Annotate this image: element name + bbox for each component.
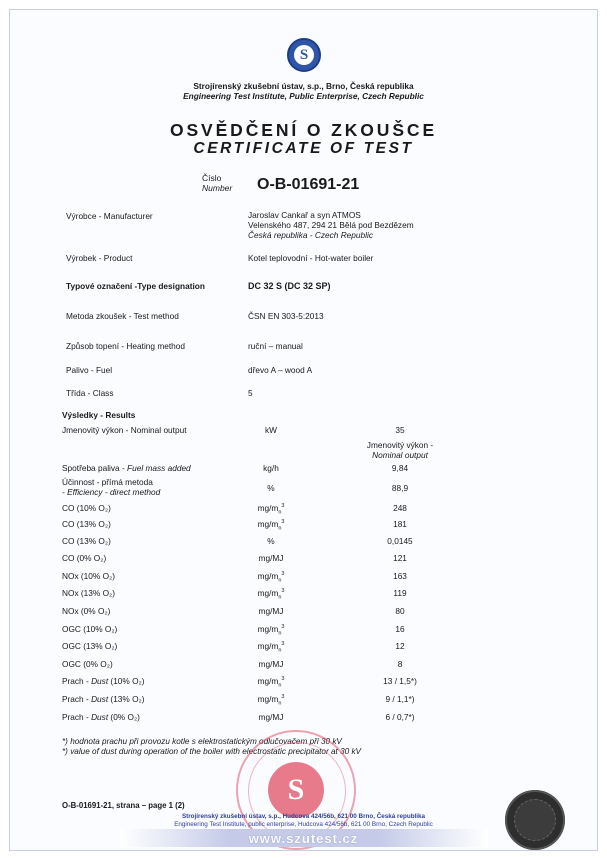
institute-stamp: S bbox=[236, 730, 356, 850]
result-row-label: CO (13% O₂) bbox=[62, 536, 111, 546]
result-row-unit: $mg/m_n^3$ bbox=[257, 519, 285, 532]
result-row-unit: mg/MJ bbox=[258, 606, 284, 616]
result-row-unit: $mg/m_n^3$ bbox=[257, 694, 285, 707]
footnote-cz: *) hodnota prachu při provozu kotle s elektrostatickým odlučovačem při 30 kV bbox=[62, 737, 342, 746]
title-en: CERTIFICATE OF TEST bbox=[193, 140, 414, 157]
result-row-value: 12 bbox=[395, 641, 405, 651]
result-row-label: NOx (0% O₂) bbox=[62, 606, 111, 616]
institute-name-cz: Strojírenský zkušební ústav, s.p., Brno, Česká republika bbox=[193, 81, 414, 91]
result-row-label: NOx (13% O₂) bbox=[62, 588, 116, 598]
product-value: Kotel teplovodní - Hot-water boiler bbox=[248, 253, 374, 263]
result-row-label: CO (13% O₂) bbox=[62, 519, 111, 529]
fuel-value: dřevo A – wood A bbox=[248, 365, 313, 375]
result-row-label: CO (10% O₂) bbox=[62, 503, 111, 513]
efficiency-label-line-2: - Efficiency - direct method bbox=[62, 486, 161, 497]
nominal-output-label: Jmenovitý výkon - Nominal output bbox=[62, 425, 187, 435]
result-row-value: 8 bbox=[397, 659, 403, 669]
number-label-en: Number bbox=[202, 182, 233, 193]
results-heading: Výsledky - Results bbox=[62, 410, 136, 420]
nominal-output-value: 35 bbox=[395, 425, 405, 435]
result-row-unit: $mg/m_n^3$ bbox=[257, 676, 285, 689]
result-row-value: 0,0145 bbox=[387, 536, 413, 546]
result-row-value: 16 bbox=[395, 624, 405, 634]
footer-address-en: Engineering Test Institute, public enterprise, Hudcova 424/56b, 621 00 Brno, Czech Republic bbox=[174, 821, 433, 828]
result-row-label: OGC (10% O₂) bbox=[62, 624, 118, 634]
method-label: Metoda zkoušek - Test method bbox=[66, 311, 179, 321]
result-row-value: 13 / 1,5*) bbox=[383, 676, 417, 686]
certificate-number: O-B-01691-21 bbox=[257, 176, 360, 193]
result-row-unit: $mg/m_n^3$ bbox=[257, 571, 285, 584]
page-number: O-B-01691-21, strana – page 1 (2) bbox=[62, 801, 185, 810]
number-label bbox=[202, 174, 232, 193]
type-label: Typové označení -Type designation bbox=[66, 281, 205, 291]
result-row-value: 248 bbox=[393, 503, 407, 513]
result-row-unit: $mg/m_n^3$ bbox=[257, 503, 285, 516]
result-row-unit: % bbox=[267, 536, 275, 546]
column-header bbox=[350, 440, 450, 460]
result-row-unit: $mg/m_n^3$ bbox=[257, 641, 285, 654]
heating-label: Způsob topení - Heating method bbox=[66, 341, 185, 351]
result-row-unit: mg/MJ bbox=[258, 659, 284, 669]
class-value: 5 bbox=[248, 388, 253, 398]
result-row-value: 121 bbox=[393, 553, 407, 563]
result-row-value: 119 bbox=[393, 588, 407, 598]
szu-logo-icon: S bbox=[287, 38, 321, 72]
footer-address-cz: Strojírenský zkušební ústav, s.p., Hudcova 424/56b, 621 00 Brno, Česká republika bbox=[181, 813, 426, 820]
manufacturer-value bbox=[248, 210, 414, 241]
manufacturer-line-3: Česká republika - Czech Republic bbox=[248, 230, 373, 241]
column-header-line-2: Nominal output bbox=[372, 450, 428, 460]
result-row-label: Prach - Dust (0% O₂) bbox=[62, 712, 140, 722]
efficiency-label bbox=[62, 478, 160, 498]
method-value: ČSN EN 303-5:2013 bbox=[248, 311, 324, 321]
title-cz: OSVĚDČENÍ O ZKOUŠCE bbox=[169, 120, 438, 140]
manufacturer-line-1: Jaroslav Cankař a syn ATMOS bbox=[248, 210, 361, 220]
footer-website-link[interactable]: www.szutest.cz bbox=[248, 831, 359, 846]
type-value: DC 32 S (DC 32 SP) bbox=[248, 281, 331, 291]
result-row-label: OGC (13% O₂) bbox=[62, 641, 118, 651]
result-row-unit: % bbox=[267, 483, 275, 493]
result-row-label: NOx (10% O₂) bbox=[62, 571, 116, 581]
result-row-label: Spotřeba paliva - Fuel mass added bbox=[62, 463, 191, 473]
result-row-value: 9 / 1,1*) bbox=[385, 694, 415, 704]
column-header-line-1: Jmenovitý výkon - bbox=[366, 440, 434, 450]
result-row-unit: mg/MJ bbox=[258, 712, 284, 722]
heating-value: ruční – manual bbox=[248, 341, 303, 351]
result-row-unit: $mg/m_n^3$ bbox=[257, 624, 285, 637]
nominal-output-unit: kW bbox=[265, 425, 277, 435]
footnote-en: *) value of dust during operation of the boiler with electrostatic precipitator at 30 kV bbox=[62, 747, 362, 756]
manufacturer-line-2: Velenského 487, 294 21 Bělá pod Bezdězem bbox=[248, 220, 414, 231]
result-row-label: Prach - Dust (13% O₂) bbox=[62, 694, 145, 704]
manufacturer-label: Výrobce - Manufacturer bbox=[66, 211, 153, 221]
hologram-seal bbox=[505, 790, 565, 850]
result-row-value: 88,9 bbox=[391, 483, 409, 493]
result-row-label: OGC (0% O₂) bbox=[62, 659, 113, 669]
result-row-unit: $mg/m_n^3$ bbox=[257, 588, 285, 601]
result-row-value: 9,84 bbox=[391, 463, 409, 473]
result-row-unit: mg/MJ bbox=[258, 553, 284, 563]
institute-name-en: Engineering Test Institute, Public Enterprise, Czech Republic bbox=[183, 91, 424, 101]
result-row-label: Prach - Dust (10% O₂) bbox=[62, 676, 145, 686]
number-label-cz: Číslo bbox=[202, 173, 222, 183]
result-row-value: 181 bbox=[393, 519, 407, 529]
result-row-value: 80 bbox=[395, 606, 405, 616]
product-label: Výrobek - Product bbox=[66, 253, 133, 263]
fuel-label: Palivo - Fuel bbox=[66, 365, 113, 375]
efficiency-label-line-1: Účinnost - přímá metoda bbox=[62, 477, 153, 487]
result-row-value: 6 / 0,7*) bbox=[385, 712, 415, 722]
result-row-unit: kg/h bbox=[263, 463, 279, 473]
class-label: Třída - Class bbox=[66, 388, 114, 398]
result-row-value: 163 bbox=[393, 571, 407, 581]
result-row-label: CO (0% O₂) bbox=[62, 553, 107, 563]
